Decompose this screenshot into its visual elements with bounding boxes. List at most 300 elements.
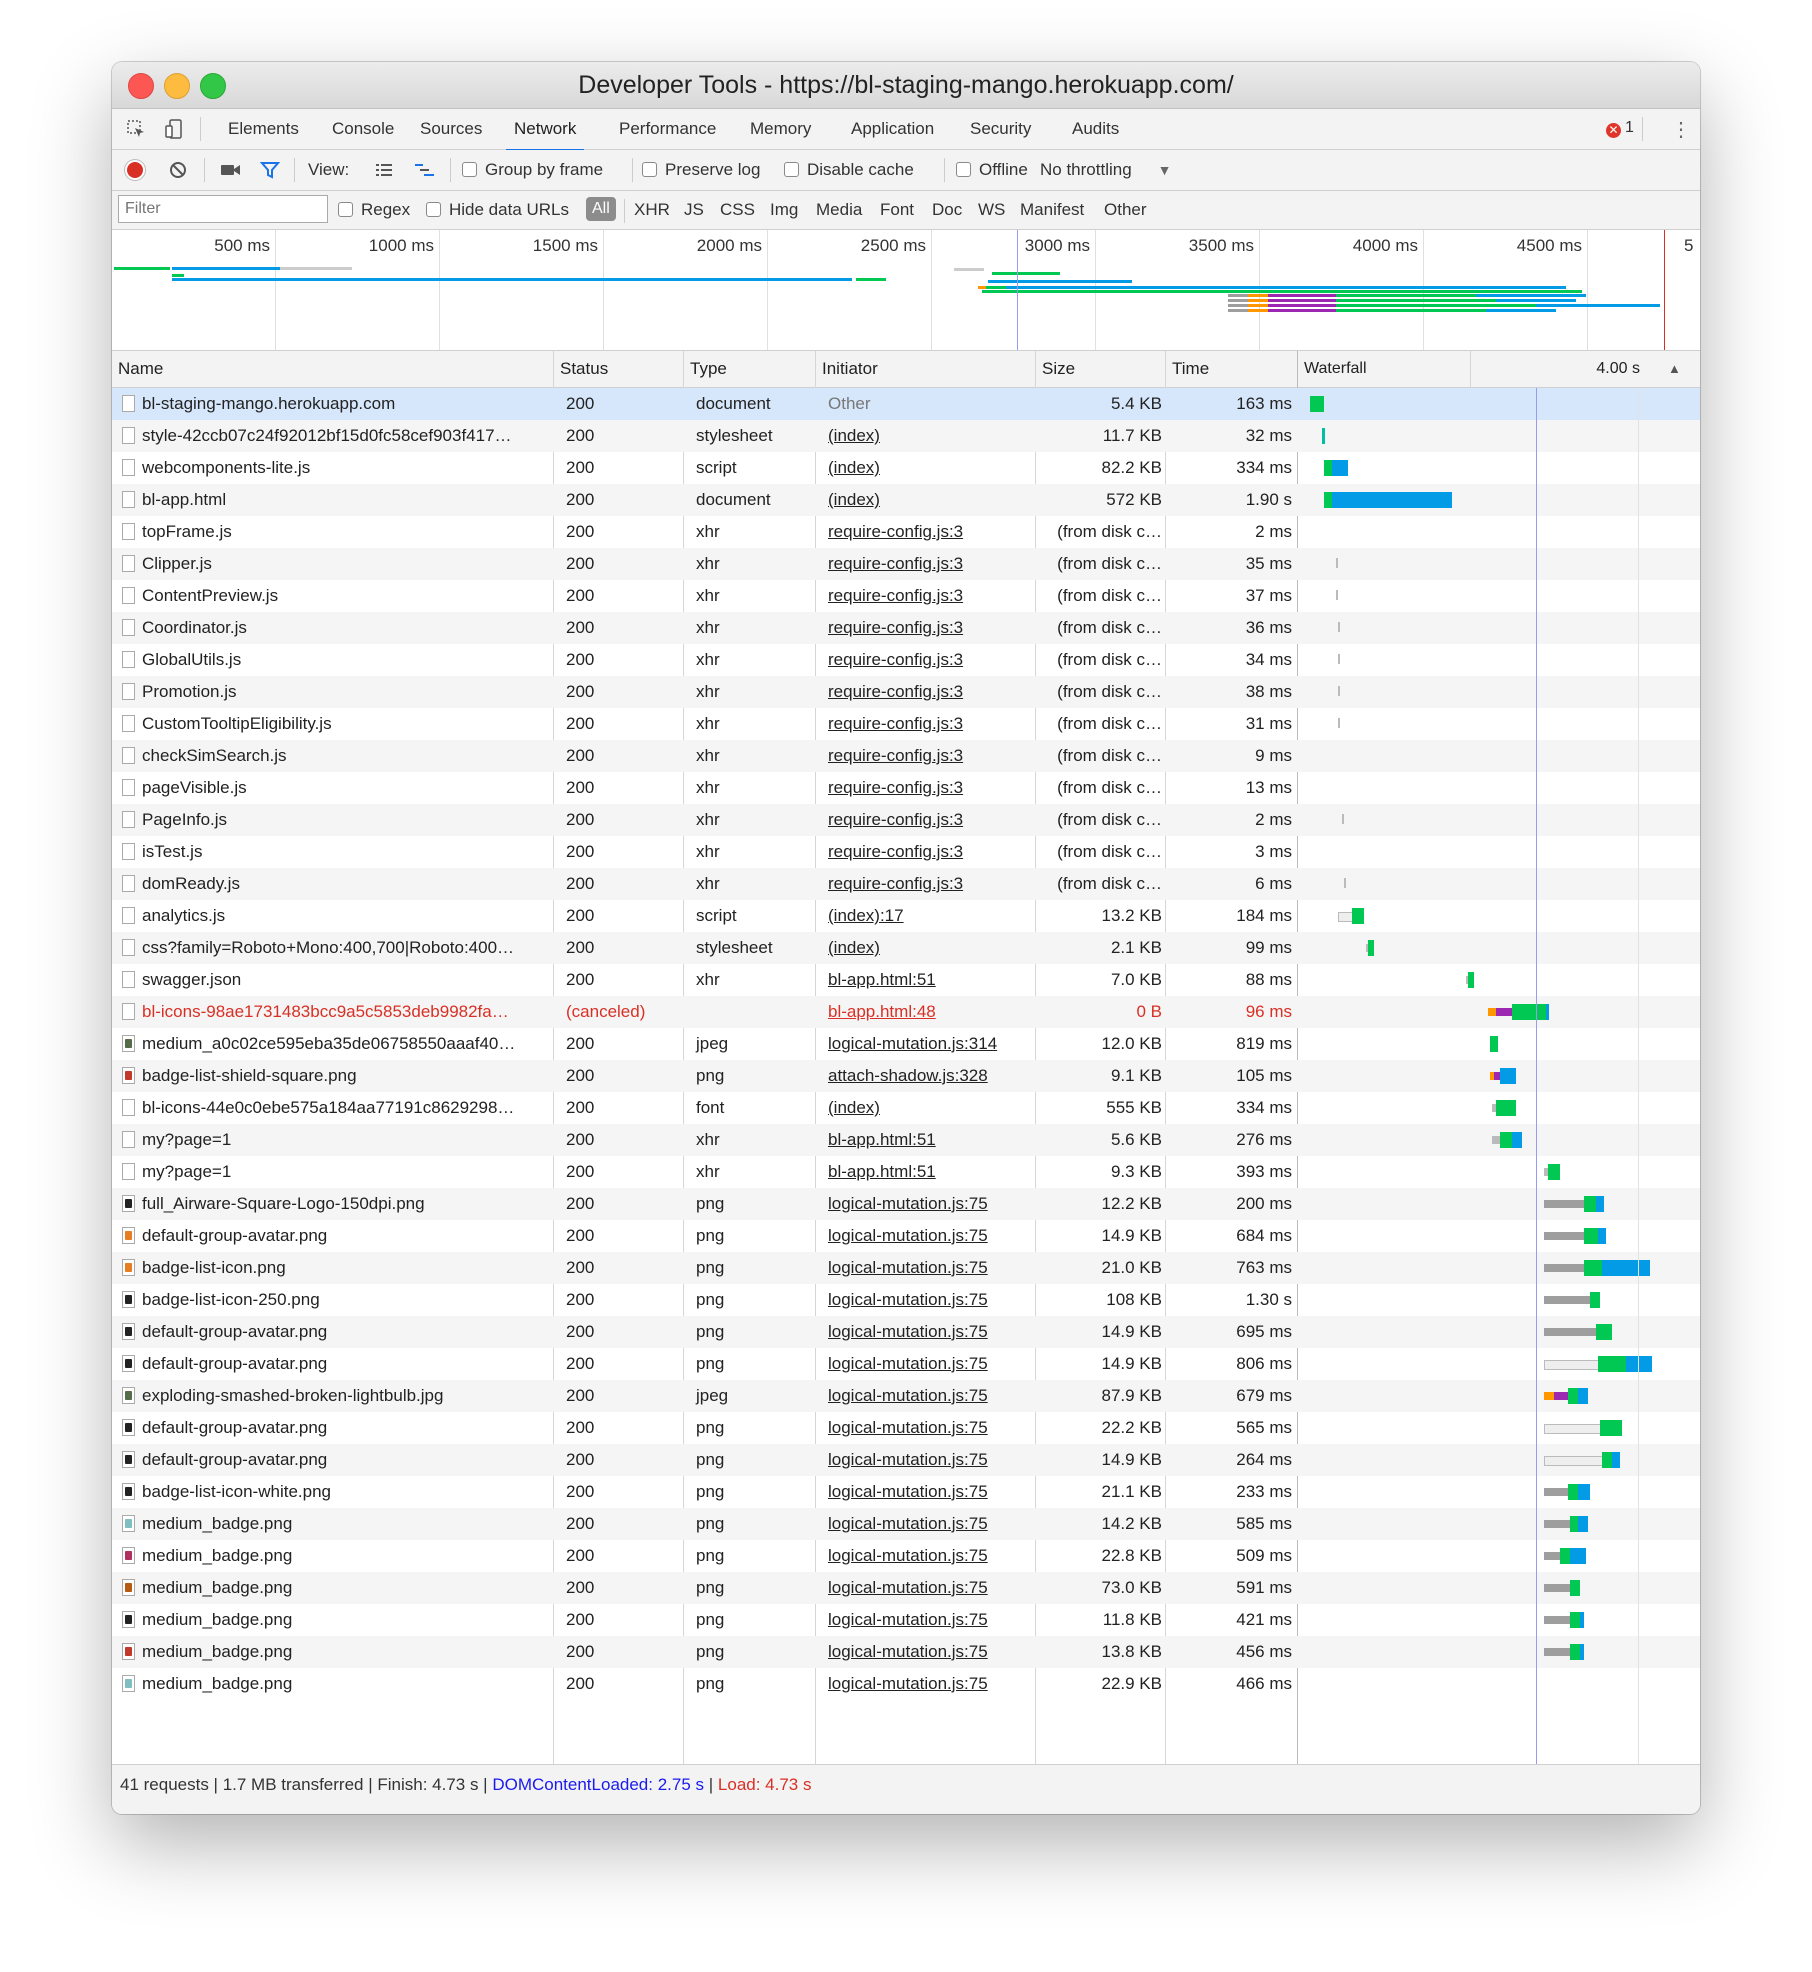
waterfall-segment [1490,1036,1498,1052]
initiator-link[interactable]: logical-mutation.js:75 [828,1386,988,1405]
request-initiator[interactable] [822,452,1038,484]
initiator-link[interactable]: require-config.js:3 [828,810,964,829]
request-row[interactable] [112,1476,1700,1508]
request-initiator[interactable] [822,1604,1038,1636]
request-size: 555 KB [1106,1098,1162,1117]
request-status: 200 [566,650,595,669]
inspect-element-icon[interactable] [126,119,146,139]
waterfall-bar[interactable] [1304,580,1700,612]
request-row[interactable] [112,644,1700,676]
document-file-icon [122,971,135,988]
request-name: topFrame.js [142,522,232,541]
waterfall-segment [1590,1292,1600,1308]
tab-security[interactable]: Security [970,119,1032,138]
request-time: 36 ms [1245,618,1292,637]
tab-elements[interactable]: Elements [228,119,299,138]
request-initiator[interactable] [822,804,1038,836]
document-file-icon [122,1131,135,1148]
request-row[interactable] [112,1380,1700,1412]
filter-type-all[interactable]: All [586,197,616,221]
initiator-link[interactable]: require-config.js:3 [828,586,964,605]
waterfall-bar[interactable] [1304,1604,1700,1636]
request-row[interactable] [112,932,1700,964]
waterfall-segment [1546,1004,1549,1020]
request-type: xhr [696,714,720,733]
waterfall-bar[interactable] [1304,1380,1700,1412]
request-size: 12.2 KB [1101,1194,1162,1213]
request-initiator[interactable] [822,1636,1038,1668]
overview-bar [1248,304,1268,307]
initiator-link[interactable]: logical-mutation.js:75 [828,1418,988,1437]
initiator-link[interactable]: (index) [828,938,880,957]
request-initiator[interactable] [822,1412,1038,1444]
overview-bar [982,290,1582,293]
request-status: 200 [566,1642,595,1661]
request-row[interactable] [112,1444,1700,1476]
request-status: 200 [566,1482,595,1501]
tab-sources[interactable]: Sources [420,119,483,138]
request-initiator[interactable] [822,1508,1038,1540]
image-file-icon [122,1291,135,1308]
initiator-link[interactable]: logical-mutation.js:75 [828,1290,988,1309]
request-time: 585 ms [1236,1514,1292,1533]
waterfall-bar[interactable] [1304,1028,1700,1060]
waterfall-bar[interactable] [1304,772,1700,804]
waterfall-segment [1338,622,1340,632]
waterfall-segment [1602,1260,1650,1276]
waterfall-time-label: 4.00 s [1596,360,1640,377]
filter-type-js[interactable]: JS [684,200,704,219]
request-time: 233 ms [1236,1482,1292,1501]
request-status: 200 [566,1162,595,1181]
waterfall-segment [1596,1324,1612,1340]
waterfall-bar[interactable] [1304,1252,1700,1284]
initiator-link[interactable]: require-config.js:3 [828,682,964,701]
dcl-waterfall-line [1536,388,1537,1764]
waterfall-bar[interactable] [1304,1316,1700,1348]
waterfall-segment [1560,1548,1570,1564]
initiator-link[interactable]: require-config.js:3 [828,714,964,733]
initiator-link[interactable]: require-config.js:3 [828,522,964,541]
filter-icon[interactable] [260,160,280,180]
request-row[interactable] [112,1412,1700,1444]
waterfall-segment [1544,1392,1554,1400]
waterfall-segment [1310,396,1324,412]
request-row[interactable] [112,1604,1700,1636]
waterfall-bar[interactable] [1304,420,1700,452]
filter-type-css[interactable]: CSS [720,200,755,219]
initiator-link[interactable]: require-config.js:3 [828,778,964,797]
request-type: document [696,490,771,509]
initiator-link[interactable]: require-config.js:3 [828,842,964,861]
request-name: GlobalUtils.js [142,650,242,669]
initiator-link[interactable]: logical-mutation.js:75 [828,1226,988,1245]
column-header-waterfall[interactable]: Waterfall [1304,360,1367,377]
preserve-log-checkbox[interactable]: Preserve log [642,150,760,190]
request-initiator[interactable] [822,740,1038,772]
request-initiator[interactable] [822,836,1038,868]
disable-cache-checkbox[interactable]: Disable cache [784,150,914,190]
request-initiator[interactable] [822,1316,1038,1348]
filter-type-img[interactable]: Img [770,200,799,219]
request-initiator[interactable] [822,420,1038,452]
waterfall-segment [1600,1420,1622,1436]
column-header-initiator[interactable]: Initiator [822,359,878,378]
request-name: medium_a0c02ce595eba35de06758550aaaf40… [142,1034,516,1053]
request-initiator[interactable] [822,580,1038,612]
waterfall-bar[interactable] [1304,1444,1700,1476]
initiator-link[interactable]: logical-mutation.js:75 [828,1322,988,1341]
initiator-link[interactable]: logical-mutation.js:75 [828,1610,988,1629]
request-initiator[interactable] [822,868,1038,900]
request-initiator[interactable] [822,1348,1038,1380]
initiator-link[interactable]: attach-shadow.js:328 [828,1066,988,1085]
request-row[interactable] [112,1092,1700,1124]
initiator-link[interactable]: bl-app.html:51 [828,970,936,989]
offline-checkbox[interactable]: Offline [956,150,1028,190]
waterfall-segment [1332,460,1348,476]
dcl-marker-line [1017,230,1018,350]
large-rows-icon[interactable] [374,160,394,180]
tabs-separator [200,117,201,141]
request-initiator[interactable] [822,900,1038,932]
waterfall-segment [1548,1164,1560,1180]
waterfall-bar[interactable] [1304,1188,1700,1220]
request-row[interactable] [112,804,1700,836]
waterfall-segment [1570,1548,1586,1564]
waterfall-bar[interactable] [1304,740,1700,772]
request-initiator[interactable] [822,1476,1038,1508]
filter-input[interactable] [118,195,328,223]
request-status: 200 [566,842,595,861]
filter-type-doc[interactable]: Doc [932,200,963,219]
overview-tick-label: 5 [1684,236,1694,255]
waterfall-bar[interactable] [1304,1540,1700,1572]
request-time: 264 ms [1236,1450,1292,1469]
column-header-status[interactable]: Status [560,359,609,378]
waterfall-bar[interactable] [1304,1572,1700,1604]
waterfall-bar[interactable] [1304,1348,1700,1380]
waterfall-bar[interactable] [1304,516,1700,548]
request-row[interactable] [112,868,1700,900]
request-initiator[interactable] [822,1156,1038,1188]
initiator-link[interactable]: logical-mutation.js:75 [828,1514,988,1533]
more-options-icon[interactable]: ⋮ [1671,119,1691,141]
request-size: 572 KB [1106,490,1162,509]
request-row[interactable] [112,1508,1700,1540]
request-row[interactable] [112,1252,1700,1284]
request-row[interactable] [112,484,1700,516]
filter-type-media[interactable]: Media [816,200,863,219]
request-row[interactable] [112,1156,1700,1188]
tab-application[interactable]: Application [851,119,935,138]
overview-bar [114,267,170,270]
waterfall-bar[interactable] [1304,388,1700,420]
request-size: (from disk c… [1057,554,1162,573]
initiator-link[interactable]: require-config.js:3 [828,874,964,893]
waterfall-bar[interactable] [1304,932,1700,964]
document-file-icon [122,491,135,508]
request-row[interactable] [112,420,1700,452]
request-initiator[interactable] [822,516,1038,548]
filter-type-ws[interactable]: WS [978,200,1006,219]
initiator-link[interactable]: require-config.js:3 [828,650,964,669]
waterfall-segment [1544,1648,1570,1656]
request-initiator[interactable] [822,1188,1038,1220]
request-row[interactable] [112,996,1700,1028]
request-row[interactable] [112,516,1700,548]
request-time: 99 ms [1245,938,1292,957]
tab-network[interactable]: Network [506,109,584,151]
waterfall-bar[interactable] [1304,1092,1700,1124]
column-header-name[interactable]: Name [118,359,164,378]
request-size: 13.2 KB [1101,906,1162,925]
request-row[interactable] [112,1540,1700,1572]
request-type: xhr [696,778,720,797]
request-initiator[interactable] [822,1572,1038,1604]
request-initiator[interactable] [822,1380,1038,1412]
initiator-link[interactable]: (index):17 [828,906,904,925]
request-row[interactable] [112,900,1700,932]
request-time: 37 ms [1245,586,1292,605]
waterfall-bar[interactable] [1304,1668,1700,1700]
request-initiator[interactable] [822,1220,1038,1252]
waterfall-bar[interactable] [1304,548,1700,580]
initiator-link[interactable]: logical-mutation.js:75 [828,1482,988,1501]
image-file-icon [122,1067,135,1084]
initiator-link[interactable]: bl-app.html:48 [828,1002,936,1021]
request-initiator[interactable] [822,996,1038,1028]
group-by-frame-checkbox[interactable]: Group by frame [462,150,603,190]
throttling-select[interactable]: No throttling ▼ [1040,160,1172,179]
initiator-link[interactable]: logical-mutation.js:314 [828,1034,998,1053]
request-status: (canceled) [566,1002,646,1021]
hide-data-urls-checkbox[interactable]: Hide data URLs [426,191,569,229]
initiator-link[interactable]: (index) [828,1098,880,1117]
filter-type-other[interactable]: Other [1104,200,1147,219]
request-status: 200 [566,1290,595,1309]
request-row[interactable] [112,452,1700,484]
initiator-link[interactable]: logical-mutation.js:75 [828,1578,988,1597]
waterfall-segment [1544,1616,1570,1624]
column-header-size[interactable]: Size [1042,359,1076,378]
waterfall-bar[interactable] [1304,836,1700,868]
document-file-icon [122,875,135,892]
waterfall-bar[interactable] [1304,1220,1700,1252]
waterfall-segment [1338,686,1340,696]
regex-checkbox[interactable]: Regex [338,191,410,229]
request-initiator[interactable] [822,1252,1038,1284]
initiator-link[interactable]: logical-mutation.js:75 [828,1642,988,1661]
tab-performance[interactable]: Performance [619,119,717,138]
record-button[interactable] [127,162,143,178]
waterfall-bar[interactable] [1304,452,1700,484]
waterfall-bar[interactable] [1304,1060,1700,1092]
waterfall-bar[interactable] [1304,1412,1700,1444]
waterfall-bar[interactable] [1304,804,1700,836]
request-row[interactable] [112,1124,1700,1156]
request-row[interactable] [112,1572,1700,1604]
request-row[interactable] [112,964,1700,996]
request-row[interactable] [112,548,1700,580]
waterfall-bar[interactable] [1304,1508,1700,1540]
waterfall-bar[interactable] [1304,708,1700,740]
request-initiator[interactable] [822,772,1038,804]
request-size: (from disk c… [1057,746,1162,765]
initiator-link[interactable]: (index) [828,490,880,509]
waterfall-bar[interactable] [1304,1476,1700,1508]
request-initiator[interactable] [822,548,1038,580]
request-size: 22.2 KB [1101,1418,1162,1437]
document-file-icon [122,843,135,860]
request-time: 806 ms [1236,1354,1292,1373]
request-size: 11.8 KB [1102,1610,1162,1629]
initiator-link[interactable]: logical-mutation.js:75 [828,1674,988,1693]
request-type: xhr [696,746,720,765]
clear-icon[interactable] [168,160,188,180]
timeline-overview[interactable] [112,230,1700,351]
request-initiator[interactable] [822,1124,1038,1156]
request-row[interactable] [112,1668,1700,1700]
overview-gridline [931,230,932,350]
request-initiator[interactable] [822,964,1038,996]
request-initiator[interactable] [822,1444,1038,1476]
request-status: 200 [566,1258,595,1277]
request-row[interactable] [112,708,1700,740]
request-size: 5.6 KB [1110,1130,1162,1149]
waterfall-bar[interactable] [1304,1284,1700,1316]
request-initiator[interactable] [822,676,1038,708]
request-initiator[interactable] [822,484,1038,516]
request-row[interactable] [112,388,1700,420]
request-row[interactable] [112,772,1700,804]
request-size: (from disk c… [1057,778,1162,797]
error-count-badge[interactable]: ✕ 1 [1606,119,1634,138]
request-initiator[interactable] [822,644,1038,676]
request-time: 695 ms [1236,1322,1292,1341]
initiator-link[interactable]: logical-mutation.js:75 [828,1258,988,1277]
request-row[interactable] [112,1188,1700,1220]
request-row[interactable] [112,1316,1700,1348]
initiator-link[interactable]: require-config.js:3 [828,554,964,573]
summary-text: 41 requests | 1.7 MB transferred | Finish: 4.73 s | [120,1775,488,1794]
column-header-time[interactable]: Time [1172,359,1210,378]
request-row[interactable] [112,740,1700,772]
initiator-link[interactable]: bl-app.html:51 [828,1130,936,1149]
waterfall-bar[interactable] [1304,1156,1700,1188]
request-initiator[interactable] [822,1540,1038,1572]
request-size: 13.8 KB [1101,1642,1162,1661]
waterfall-bar[interactable] [1304,996,1700,1028]
waterfall-bar[interactable] [1304,644,1700,676]
waterfall-bar[interactable] [1304,900,1700,932]
waterfall-bar[interactable] [1304,676,1700,708]
request-row[interactable] [112,1028,1700,1060]
filter-type-manifest[interactable]: Manifest [1020,200,1085,219]
tab-memory[interactable]: Memory [750,119,812,138]
request-row[interactable] [112,1284,1700,1316]
initiator-link[interactable]: (index) [828,426,880,445]
request-size: 87.9 KB [1101,1386,1162,1405]
initiator-link[interactable]: logical-mutation.js:75 [828,1450,988,1469]
document-file-icon [122,555,135,572]
request-row[interactable] [112,1348,1700,1380]
overview-bar [1228,294,1248,297]
capture-screenshots-icon[interactable] [220,160,240,180]
request-initiator[interactable] [822,1668,1038,1700]
request-row[interactable] [112,580,1700,612]
device-toolbar-icon[interactable] [164,119,184,139]
waterfall-segment [1580,1644,1584,1660]
request-row[interactable] [112,676,1700,708]
initiator-link[interactable]: require-config.js:3 [828,746,964,765]
document-file-icon [122,459,135,476]
sort-ascending-icon[interactable]: ▲ [1668,361,1681,376]
request-time: 184 ms [1236,906,1292,925]
waterfall-segment [1544,1520,1570,1528]
request-initiator[interactable] [822,612,1038,644]
waterfall-bar[interactable] [1304,1124,1700,1156]
request-status: 200 [566,1514,595,1533]
request-initiator[interactable] [822,708,1038,740]
request-initiator[interactable] [822,1092,1038,1124]
waterfall-overview-icon[interactable] [414,160,434,180]
request-initiator[interactable] [822,932,1038,964]
column-header-type[interactable]: Type [690,359,727,378]
request-status: 200 [566,1546,595,1565]
waterfall-bar[interactable] [1304,1636,1700,1668]
initiator-link[interactable]: require-config.js:3 [828,618,964,637]
waterfall-bar[interactable] [1304,484,1700,516]
waterfall-segment [1596,1196,1604,1212]
request-status: 200 [566,1386,595,1405]
checkbox-box [642,162,657,177]
initiator-link[interactable]: logical-mutation.js:75 [828,1194,988,1213]
initiator-link[interactable]: logical-mutation.js:75 [828,1546,988,1565]
filter-type-font[interactable]: Font [880,200,915,219]
request-status: 200 [566,1418,595,1437]
waterfall-bar[interactable] [1304,868,1700,900]
request-initiator[interactable] [822,1284,1038,1316]
waterfall-bar[interactable] [1304,612,1700,644]
waterfall-segment [1568,1484,1578,1500]
request-row[interactable] [112,1220,1700,1252]
initiator-link[interactable]: bl-app.html:51 [828,1162,936,1181]
tab-audits[interactable]: Audits [1072,119,1120,138]
request-row[interactable] [112,612,1700,644]
document-file-icon [122,939,135,956]
tab-console[interactable]: Console [332,119,395,138]
overview-tick-label: 4000 ms [1352,236,1418,255]
initiator-link[interactable]: logical-mutation.js:75 [828,1354,988,1373]
request-type: xhr [696,554,720,573]
document-file-icon [122,1163,135,1180]
request-name: medium_badge.png [142,1546,293,1565]
request-row[interactable] [112,1636,1700,1668]
initiator-link[interactable]: (index) [828,458,880,477]
filter-type-xhr[interactable]: XHR [634,200,670,219]
toolbar-separator-2 [294,158,295,182]
waterfall-bar[interactable] [1304,964,1700,996]
request-name: exploding-smashed-broken-lightbulb.jpg [142,1386,444,1405]
request-time: 591 ms [1236,1578,1292,1597]
waterfall-segment [1554,1392,1568,1400]
request-initiator[interactable] [822,1028,1038,1060]
request-row[interactable] [112,1060,1700,1092]
request-row[interactable] [112,836,1700,868]
request-initiator[interactable] [822,1060,1038,1092]
request-name: default-group-avatar.png [142,1322,328,1341]
